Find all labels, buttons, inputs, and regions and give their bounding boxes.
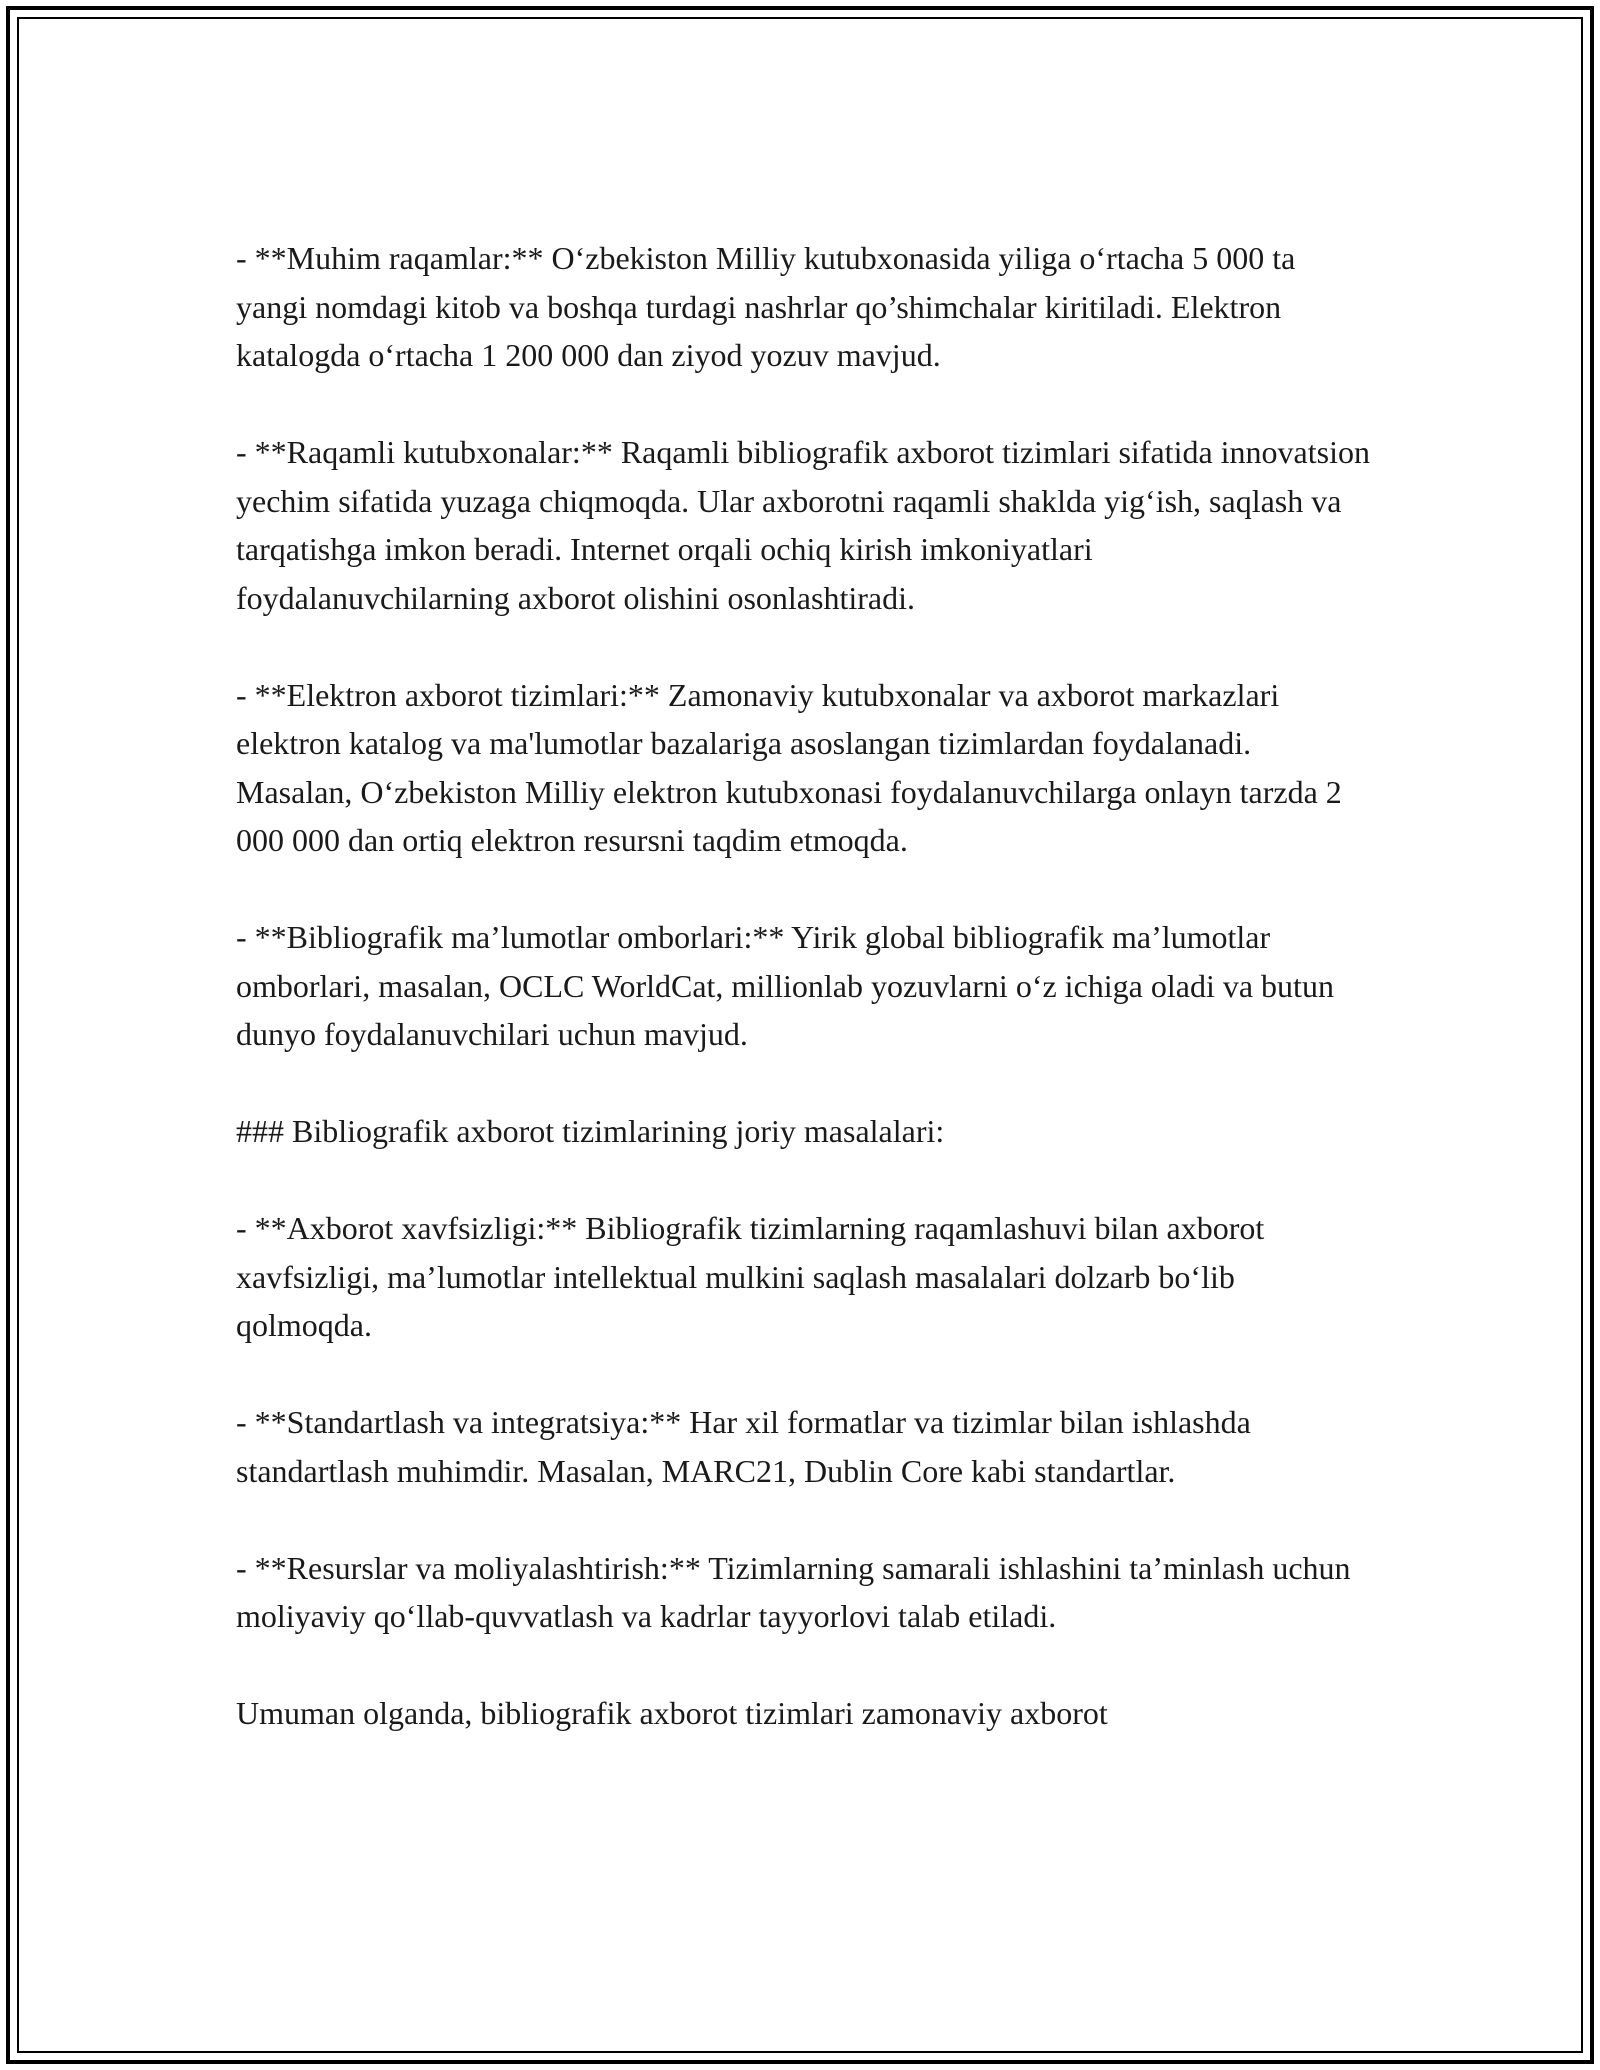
paragraph-bibliografik-omborlari: - **Bibliografik ma’lumotlar omborlari:** Yirik global bibliografik ma’lumotlar omborlari, masalan, OCLC WorldCat, millionlab yozuvlarni o‘z ichiga oladi va butun dunyo foydalanuvchilari uchun mavjud. [236,919,1334,1052]
document-body [236,234,1372,1738]
section-heading: ### Bibliografik axborot tizimlarining joriy masalalari: [236,1113,945,1149]
paragraph-conclusion: Umuman olganda, bibliografik axborot tizimlari zamonaviy axborot [236,1695,1108,1731]
paragraph-elektron-axborot-tizimlari: - **Elektron axborot tizimlari:** Zamonaviy kutubxonalar va axborot markazlari elektron katalog va ma'lumotlar bazalariga asoslangan tizimlardan foydalanadi. Masalan, O‘zbekiston Milliy elektron kutubxonasi foydalanuvchilarga onlayn tarzda 2 000 000 dan ortiq elektron resursni taqdim etmoqda. [236,676,1342,858]
paragraph-axborot-xavfsizligi: - **Axborot xavfsizligi:** Bibliografik tizimlarning raqamlashuvi bilan axborot xavfsizligi, ma’lumotlar intellektual mulkini saqlash masalalari dolzarb bo‘lib qolmoqda. [236,1210,1265,1343]
paragraph-standartlash: - **Standartlash va integratsiya:** Har xil formatlar va tizimlar bilan ishlashda standartlash muhimdir. Masalan, MARC21, Dublin Core kabi standartlar. [236,1404,1251,1489]
paragraph-resurslar: - **Resurslar va moliyalashtirish:** Tizimlarning samarali ishlashini ta’minlash uchun moliyaviy qo‘llab-quvvatlash va kadrlar tayyorlovi talab etiladi. [236,1549,1351,1634]
paragraph-muhim-raqamlar: - **Muhim raqamlar:** O‘zbekiston Milliy kutubxonasida yiliga o‘rtacha 5 000 ta yangi nomdagi kitob va boshqa turdagi nashrlar qo’shimchalar kiritiladi. Elektron katalogda o‘rtacha 1 200 000 dan ziyod yozuv mavjud. [236,240,1296,373]
paragraph-raqamli-kutubxonalar: - **Raqamli kutubxonalar:** Raqamli bibliografik axborot tizimlari sifatida innovatsion yechim sifatida yuzaga chiqmoqda. Ular axborotni raqamli shaklda yig‘ish, saqlash va tarqatishga imkon beradi. Internet orqali ochiq kirish imkoniyatlari foydalanuvchilarning axborot olishini osonlashtiradi. [236,434,1370,616]
